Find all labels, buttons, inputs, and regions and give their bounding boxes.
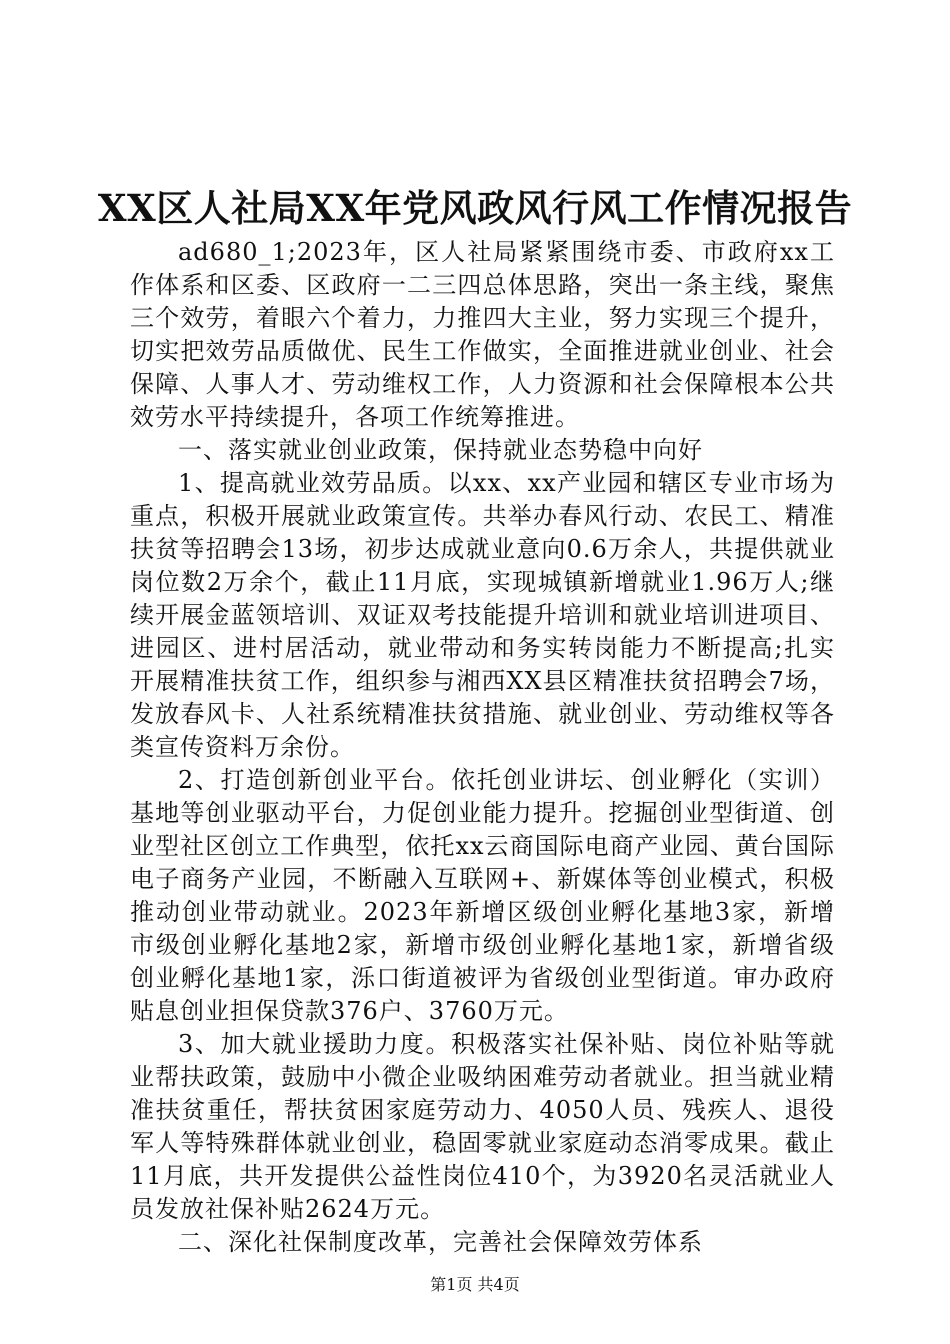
page-footer: 第1页 共4页 xyxy=(430,1275,520,1294)
paragraph-employment-quality: 1、提高就业效劳品质。以xx、xx产业园和辖区专业市场为重点，积极开展就业政策宣传。共举办春风行动、农民工、精准扶贫等招聘会13场，初步达成就业意向0.6万余人，共提供就业岗位数2万余个，截止11月底，实现城镇新增就业1.96万人;继续开展金蓝领培训、双证双考技能提升培训和就业培训进项目、进园区、进村居活动，就业带动和务实转岗能力不断提高;扎实开展精准扶贫工作，组织参与湘西XX县区精准扶贫招聘会7场，发放春风卡、人社系统精准扶贫措施、就业创业、劳动维权等各类宣传资料万余份。 xyxy=(130,469,835,761)
section-heading-1: 一、落实就业创业政策，保持就业态势稳中向好 xyxy=(178,436,703,464)
paragraph-intro: ad680_1;2023年，区人社局紧紧围绕市委、市政府xx工作体系和区委、区政府一二三四总体思路，突出一条主线，聚焦三个效劳，着眼六个着力，力推四大主业，努力实现三个提升，切实把效劳品质做优、民生工作做实，全面推进就业创业、社会保障、人事人才、劳动维权工作，人力资源和社会保障根本公共效劳水平持续提升，各项工作统筹推进。 xyxy=(130,238,835,431)
paragraph-entrepreneurship-platform: 2、打造创新创业平台。依托创业讲坛、创业孵化（实训）基地等创业驱动平台，力促创业能力提升。挖掘创业型街道、创业型社区创立工作典型，依托xx云商国际电商产业园、黄台国际电子商务产业园，不断融入互联网+、新媒体等创业模式，积极推动创业带动就业。2023年新增区级创业孵化基地3家，新增市级创业孵化基地2家，新增市级创业孵化基地1家，新增省级创业孵化基地1家，泺口街道被评为省级创业型街道。审办政府贴息创业担保贷款376户、3760万元。 xyxy=(130,766,835,1025)
section-heading-2: 二、深化社保制度改革，完善社会保障效劳体系 xyxy=(178,1228,703,1256)
paragraph-employment-assistance: 3、加大就业援助力度。积极落实社保补贴、岗位补贴等就业帮扶政策，鼓励中小微企业吸纳困难劳动者就业。担当就业精准扶贫重任，帮扶贫困家庭劳动力、4050人员、残疾人、退役军人等特殊群体就业创业，稳固零就业家庭动态消零成果。截止11月底，共开发提供公益性岗位410个，为3920名灵活就业人员发放社保补贴2624万元。 xyxy=(130,1030,835,1223)
document-body xyxy=(130,236,835,1259)
document-title: XX区人社局XX年党风政风行风工作情况报告 xyxy=(97,186,853,230)
